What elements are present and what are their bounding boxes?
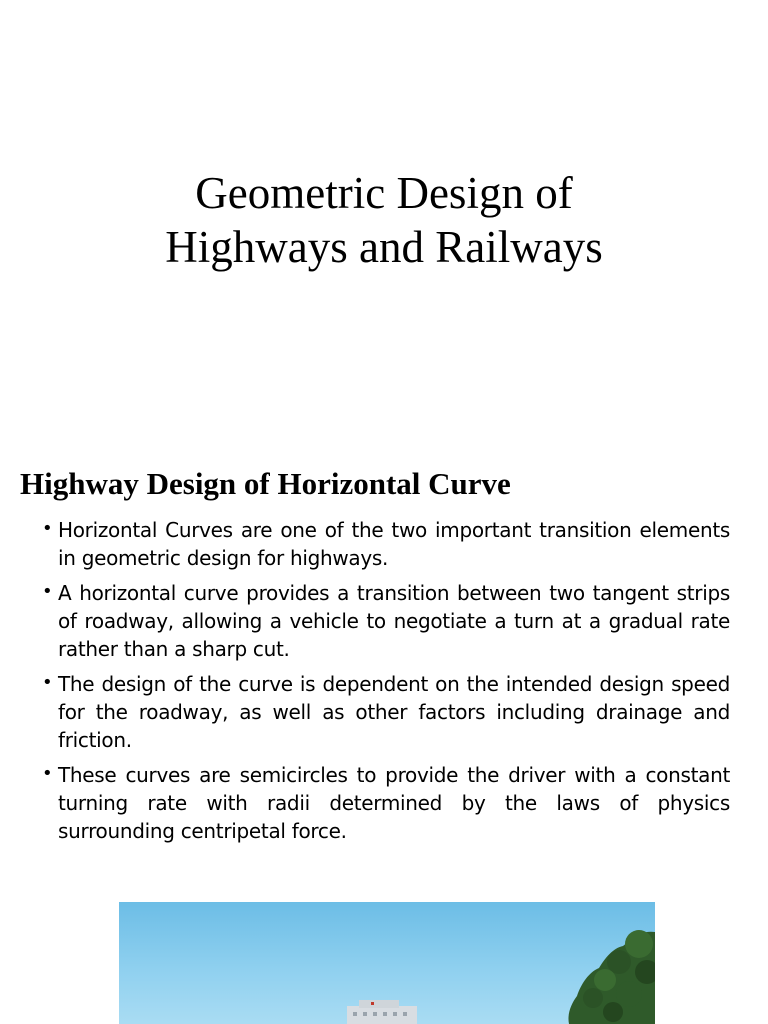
bullet-item <box>40 579 730 663</box>
slide-title-line-2: Highways and Railways <box>165 222 603 272</box>
tree-icon <box>568 930 655 1024</box>
slide-title <box>0 166 768 274</box>
slide-title-line-1: Geometric Design of <box>195 168 573 218</box>
bullet-text: These curves are semicircles to provide the driver with a constant turning rate with radii determined by the laws of physics surrounding centripetal force. <box>58 763 730 843</box>
bullet-list <box>40 516 730 852</box>
bullet-dot-icon: • <box>42 581 53 602</box>
road-photo <box>119 902 655 1024</box>
bullet-text: The design of the curve is dependent on the intended design speed for the roadway, as well as other factors including drainage and friction. <box>58 672 730 752</box>
bullet-dot-icon: • <box>42 763 53 784</box>
bullet-dot-icon: • <box>42 672 53 693</box>
bullet-item <box>40 516 730 572</box>
section-heading: Highway Design of Horizontal Curve <box>20 466 511 501</box>
bullet-dot-icon: • <box>42 518 53 539</box>
building-icon <box>347 1000 417 1024</box>
road-photo-image <box>119 902 655 1024</box>
bullet-text: A horizontal curve provides a transition between two tangent strips of roadway, allowing a vehicle to negotiate a turn at a gradual rate rather than a sharp cut. <box>58 581 730 661</box>
bullet-item <box>40 761 730 845</box>
bullet-item <box>40 670 730 754</box>
bullet-text: Horizontal Curves are one of the two important transition elements in geometric design for highways. <box>58 518 730 570</box>
